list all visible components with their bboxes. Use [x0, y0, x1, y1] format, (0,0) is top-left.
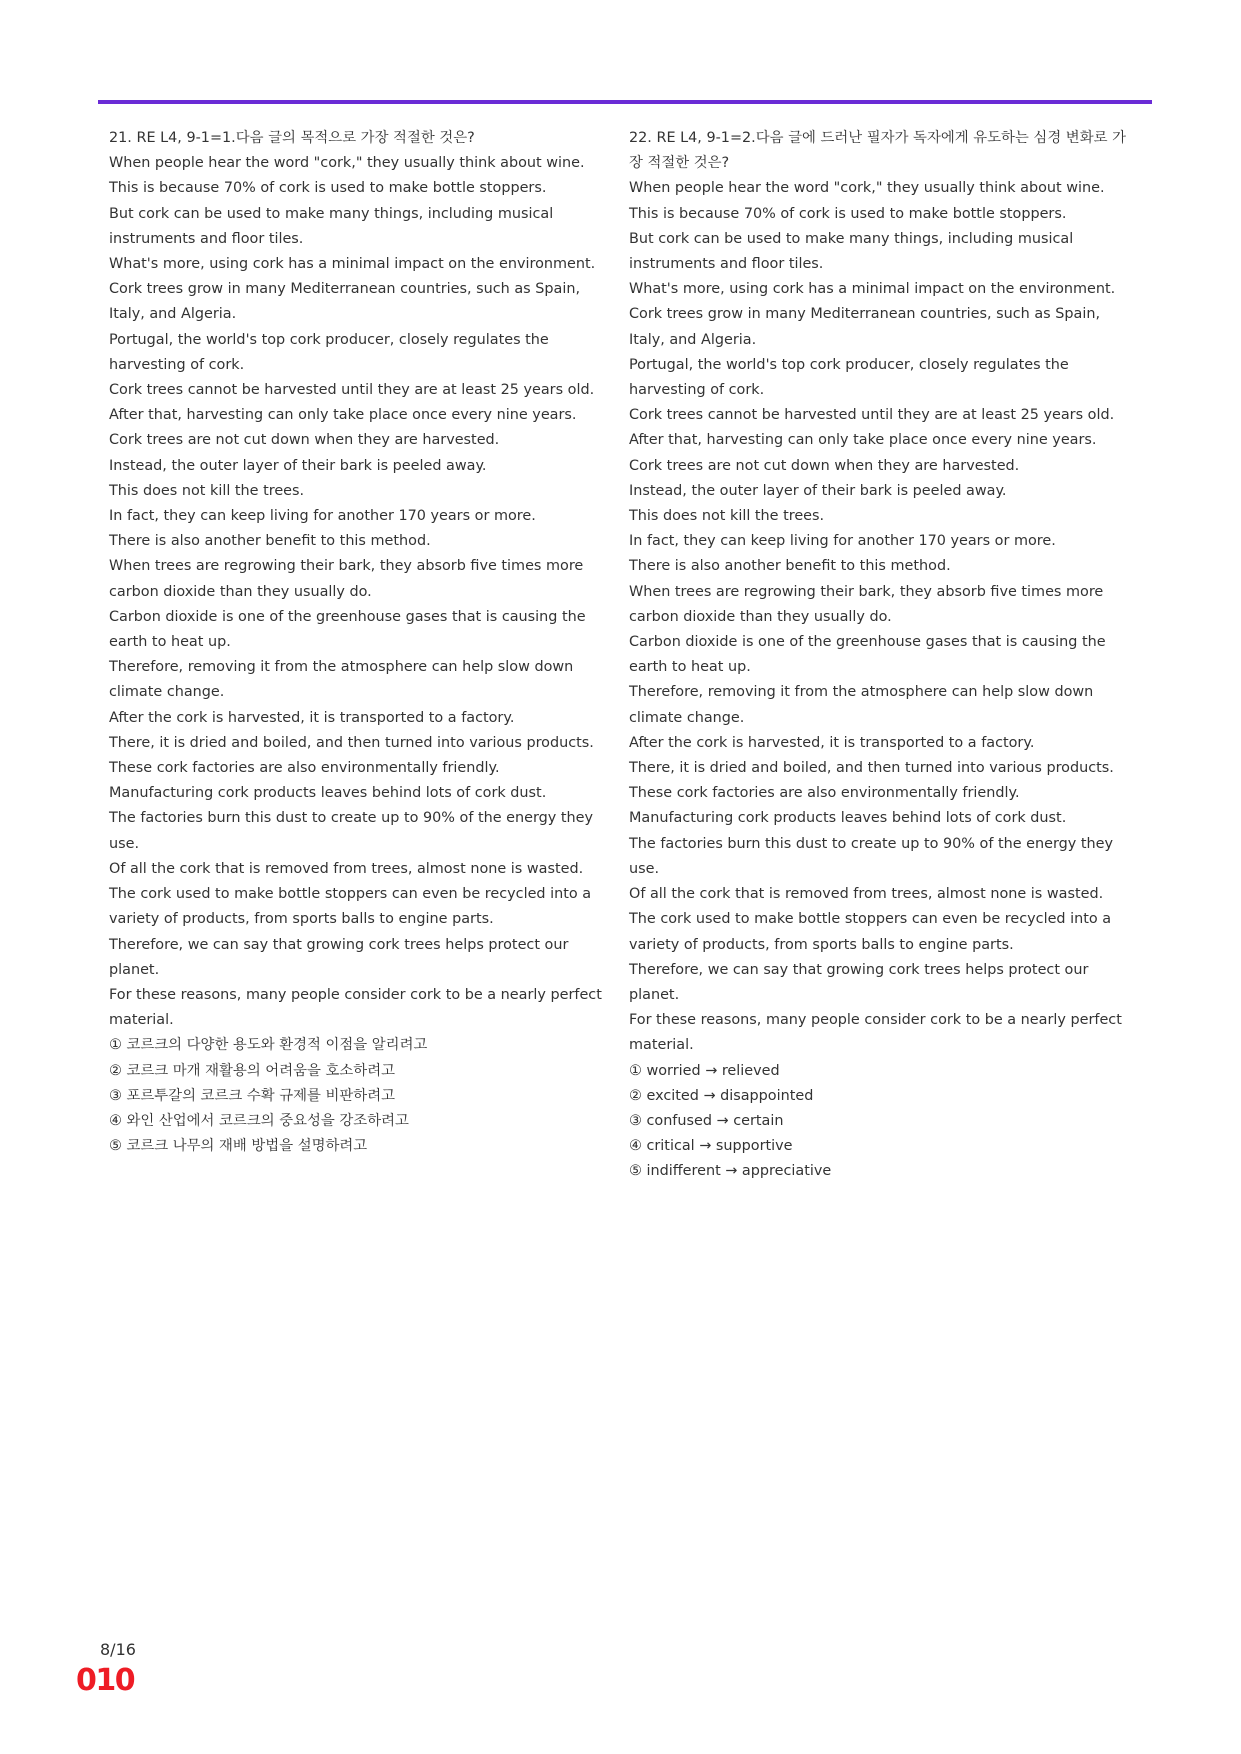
passage-line: After that, harvesting can only take place once every nine years. — [109, 407, 577, 424]
passage-line: There, it is dried and boiled, and then turned into various products. — [629, 760, 1114, 777]
answer-options — [629, 1059, 1134, 1185]
passage-line: Cork trees grow in many Mediterranean countries, such as Spain, Italy, and Algeria. — [629, 306, 1101, 348]
passage-line: When trees are regrowing their bark, they absorb five times more carbon dioxide than they usually do. — [109, 558, 584, 600]
passage-line: But cork can be used to make many things, including musical instruments and floor tiles. — [629, 230, 1074, 273]
question-21 — [109, 126, 614, 1159]
passage-line: Therefore, we can say that growing cork trees helps protect our planet. — [629, 961, 1089, 1003]
passage-line: These cork factories are also environmentally friendly. — [629, 785, 1020, 802]
answer-option[interactable]: ① 코르크의 다양한 용도와 환경적 이점을 알리려고 — [109, 1037, 428, 1054]
answer-option[interactable]: ④ 와인 산업에서 코르크의 중요성을 강조하려고 — [109, 1112, 409, 1129]
passage-line: After the cork is harvested, it is transported to a factory. — [109, 709, 515, 726]
passage-line: Instead, the outer layer of their bark is peeled away. — [109, 457, 487, 474]
passage-line: After the cork is harvested, it is transported to a factory. — [629, 734, 1035, 751]
passage-line: For these reasons, many people consider cork to be a nearly perfect material. — [629, 1012, 1122, 1054]
passage — [629, 176, 1134, 1058]
passage-line: Of all the cork that is removed from trees, almost none is wasted. — [629, 886, 1104, 903]
passage-line: Therefore, removing it from the atmosphere can help slow down climate change. — [629, 684, 1094, 726]
answer-option[interactable]: ⑤ indifferent → appreciative — [629, 1163, 832, 1180]
passage-line: Portugal, the world's top cork producer, closely regulates the harvesting of cork. — [109, 331, 549, 373]
passage-line: This is because 70% of cork is used to make bottle stoppers. — [629, 205, 1067, 222]
passage-line: Therefore, removing it from the atmosphere can help slow down climate change. — [109, 659, 574, 701]
passage-line: There, it is dried and boiled, and then turned into various products. — [109, 734, 594, 751]
passage-line: Instead, the outer layer of their bark is peeled away. — [629, 482, 1007, 499]
question-header: 21. RE L4, 9-1=1.다음 글의 목적으로 가장 적절한 것은? — [109, 130, 475, 146]
answer-option[interactable]: ③ 포르투갈의 코르크 수확 규제를 비판하려고 — [109, 1087, 395, 1104]
passage-line: The factories burn this dust to create up to 90% of the energy they use. — [629, 835, 1114, 877]
passage-line: Cork trees cannot be harvested until they are at least 25 years old. — [109, 382, 595, 399]
passage-line: Cork trees are not cut down when they are harvested. — [109, 432, 500, 449]
answer-option[interactable]: ④ critical → supportive — [629, 1138, 793, 1155]
passage-line: In fact, they can keep living for another 170 years or more. — [109, 508, 536, 525]
passage-line: Therefore, we can say that growing cork trees helps protect our planet. — [109, 936, 569, 978]
passage-line: When trees are regrowing their bark, they absorb five times more carbon dioxide than they usually do. — [629, 583, 1104, 625]
answer-option[interactable]: ③ confused → certain — [629, 1112, 784, 1129]
passage-line: When people hear the word "cork," they usually think about wine. — [629, 180, 1105, 197]
passage-line: Carbon dioxide is one of the greenhouse gases that is causing the earth to heat up. — [109, 608, 586, 651]
passage-line: Of all the cork that is removed from trees, almost none is wasted. — [109, 860, 584, 877]
passage-line: Manufacturing cork products leaves behind lots of cork dust. — [629, 810, 1067, 827]
passage-line: This is because 70% of cork is used to make bottle stoppers. — [109, 180, 547, 197]
passage-line: Carbon dioxide is one of the greenhouse gases that is causing the earth to heat up. — [629, 634, 1106, 676]
page-number: 8/16 — [100, 1640, 136, 1659]
passage-line: The factories burn this dust to create up to 90% of the energy they use. — [109, 810, 594, 852]
passage-line: But cork can be used to make many things, including musical instruments and floor tiles. — [109, 205, 554, 247]
passage — [109, 151, 614, 1033]
passage-line: These cork factories are also environmentally friendly. — [109, 760, 500, 777]
top-divider — [98, 100, 1152, 104]
passage-line: The cork used to make bottle stoppers can even be recycled into a variety of products, from sports balls to engine parts. — [629, 911, 1112, 953]
passage-line: Portugal, the world's top cork producer, closely regulates the harvesting of cork. — [629, 356, 1069, 399]
passage-line: After that, harvesting can only take place once every nine years. — [629, 432, 1097, 449]
passage-line: The cork used to make bottle stoppers can even be recycled into a variety of products, from sports balls to engine parts. — [109, 886, 592, 928]
answer-option[interactable]: ② 코르크 마개 재활용의 어려움을 호소하려고 — [109, 1062, 395, 1079]
passage-line: There is also another benefit to this method. — [629, 558, 951, 575]
passage-line: Cork trees grow in many Mediterranean countries, such as Spain, Italy, and Algeria. — [109, 281, 581, 323]
answer-options — [109, 1033, 614, 1159]
passage-line: Cork trees cannot be harvested until they are at least 25 years old. — [629, 407, 1115, 424]
answer-option[interactable]: ⑤ 코르크 나무의 재배 방법을 설명하려고 — [109, 1138, 368, 1155]
answer-option[interactable]: ② excited → disappointed — [629, 1087, 814, 1104]
passage-line: This does not kill the trees. — [629, 508, 825, 525]
passage-line: This does not kill the trees. — [109, 482, 305, 499]
brand-logo: 010 — [76, 1663, 135, 1698]
passage-line: Cork trees are not cut down when they are harvested. — [629, 457, 1020, 474]
passage-line: For these reasons, many people consider cork to be a nearly perfect material. — [109, 986, 602, 1029]
passage-line: What's more, using cork has a minimal impact on the environment. — [109, 256, 596, 273]
passage-line: In fact, they can keep living for another 170 years or more. — [629, 533, 1056, 550]
passage-line: What's more, using cork has a minimal impact on the environment. — [629, 281, 1116, 298]
question-header: 22. RE L4, 9-1=2.다음 글에 드러난 필자가 독자에게 유도하는 심경 변화로 가장 적절한 것은? — [629, 130, 1126, 172]
passage-line: There is also another benefit to this method. — [109, 533, 431, 550]
answer-option[interactable]: ① worried → relieved — [629, 1062, 780, 1079]
question-22 — [629, 126, 1134, 1185]
passage-line: Manufacturing cork products leaves behind lots of cork dust. — [109, 785, 547, 802]
passage-line: When people hear the word "cork," they usually think about wine. — [109, 155, 585, 172]
